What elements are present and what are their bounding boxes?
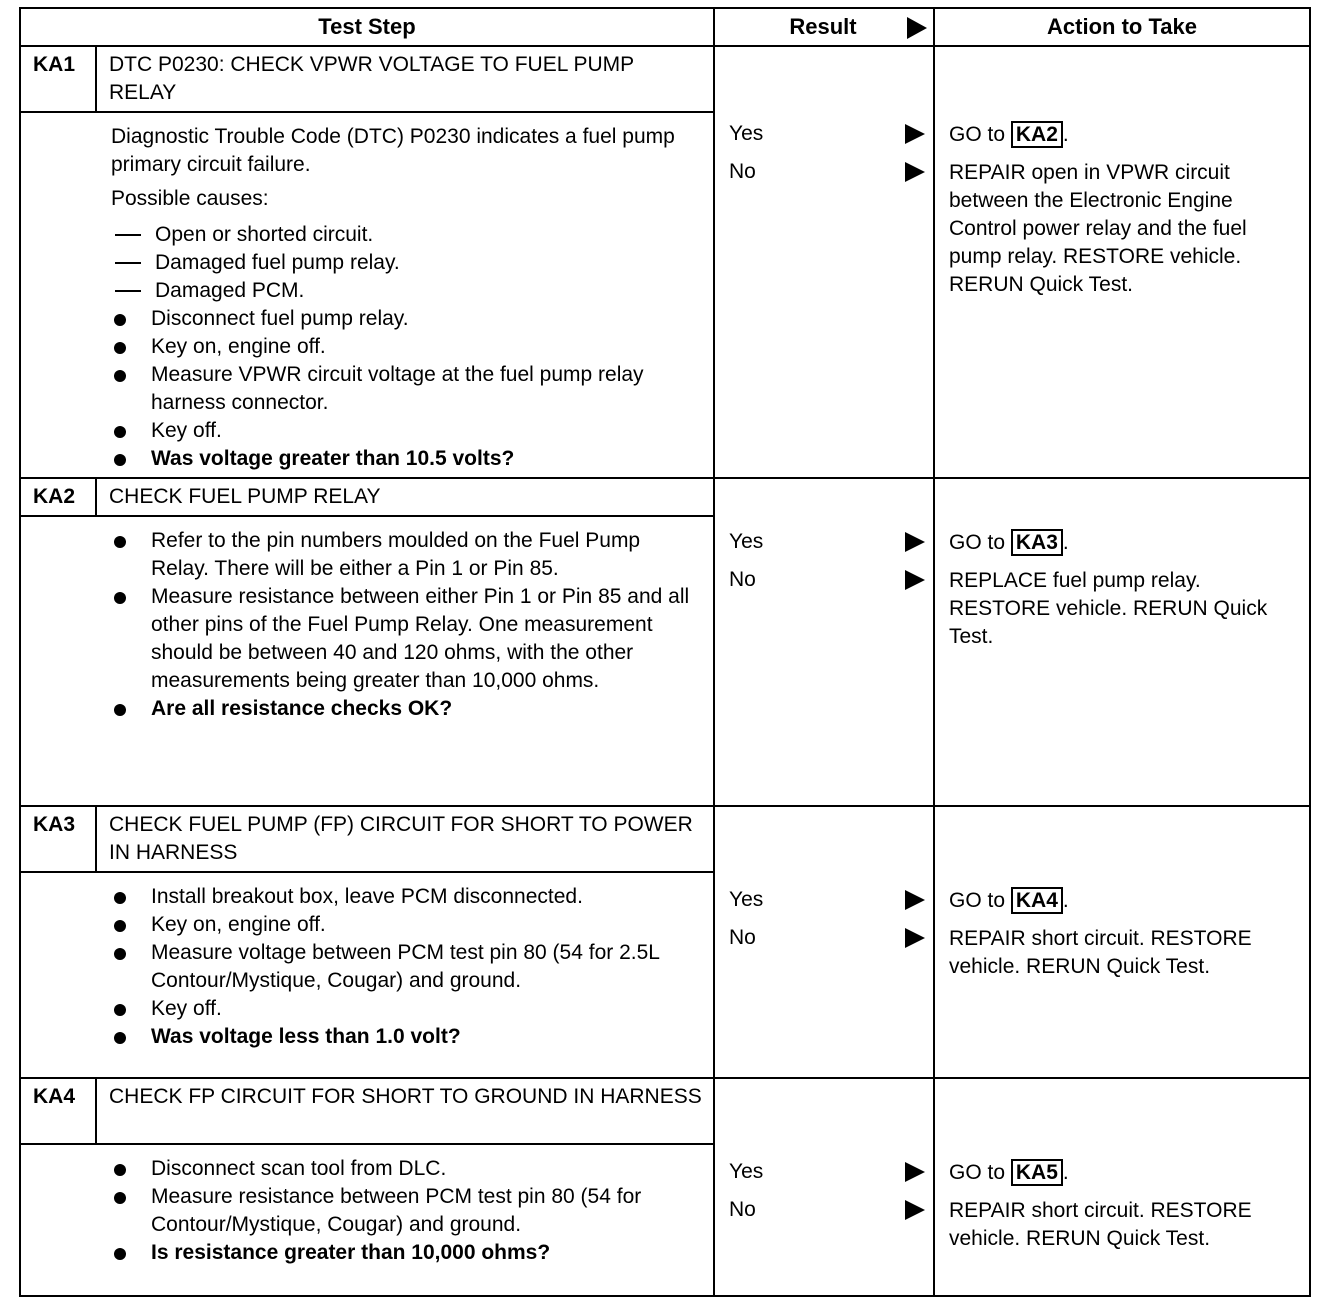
bullet-item-question — [111, 445, 699, 473]
bullet-list — [111, 1155, 699, 1267]
step-code: KA3 — [19, 805, 97, 873]
bullet-list — [111, 305, 699, 473]
bullet-icon — [114, 536, 126, 548]
result-cell — [713, 805, 935, 1079]
bullet-item — [111, 305, 699, 333]
bullet-icon — [114, 948, 126, 960]
action-go-label: GO to — [949, 1161, 1006, 1184]
bullet-text: Refer to the pin numbers moulded on the Fuel Pump Relay. There will be either a Pin 1 or Pin 85. — [151, 529, 641, 580]
bullet-icon — [114, 1164, 126, 1176]
bullet-icon — [114, 892, 126, 904]
dash-icon — [115, 290, 141, 292]
action-go-label: GO to — [949, 531, 1006, 554]
result-no-label: No — [729, 160, 756, 183]
intro-text: Diagnostic Trouble Code (DTC) P0230 indicates a fuel pump primary circuit failure. — [111, 125, 675, 176]
bullet-text: Measure resistance between either Pin 1 or Pin 85 and all other pins of the Fuel Pump Relay. One measurement should be between 40 and 120 ohms, with the other measurements being greater than 10,000 ohms. — [151, 585, 690, 692]
bullet-icon — [114, 454, 126, 466]
result-no — [729, 157, 925, 187]
result-no — [729, 923, 925, 953]
step-reference[interactable]: KA2 — [1011, 121, 1063, 148]
bullet-item — [111, 911, 699, 939]
cause-item — [111, 249, 699, 277]
bullet-text: Disconnect fuel pump relay. — [151, 307, 409, 330]
causes-label: Possible causes: — [111, 187, 269, 210]
dash-icon — [115, 262, 141, 264]
action-cell — [933, 805, 1311, 1079]
diagnostic-table — [19, 7, 1311, 1297]
step-reference[interactable]: KA4 — [1011, 887, 1063, 914]
bullet-item — [111, 1155, 699, 1183]
result-no-label: No — [729, 568, 756, 591]
action-cell — [933, 477, 1311, 807]
cause-item — [111, 221, 699, 249]
step-body — [19, 111, 715, 479]
result-cell — [713, 1077, 935, 1297]
result-yes — [729, 527, 925, 557]
bullet-item — [111, 883, 699, 911]
step-reference[interactable]: KA3 — [1011, 529, 1063, 556]
step-body — [19, 515, 715, 807]
bullet-icon — [114, 704, 126, 716]
bullet-text: Install breakout box, leave PCM disconnected. — [151, 885, 583, 908]
bullet-text: Key off. — [151, 419, 222, 442]
step-ka2 — [19, 477, 1311, 807]
action-yes: GO to KA3 . — [949, 531, 1069, 554]
bullet-icon — [114, 1192, 126, 1204]
bullet-icon — [114, 426, 126, 438]
bullet-list — [111, 527, 699, 723]
bullet-item-question — [111, 1023, 699, 1051]
action-yes: GO to KA5 . — [949, 1161, 1069, 1184]
result-yes-label: Yes — [729, 530, 764, 553]
dash-icon — [115, 234, 141, 236]
bullet-list — [111, 883, 699, 1051]
bullet-item — [111, 995, 699, 1023]
result-no-label: No — [729, 926, 756, 949]
bullet-icon — [114, 1032, 126, 1044]
bullet-text: Are all resistance checks OK? — [151, 697, 453, 720]
bullet-icon — [114, 370, 126, 382]
result-yes-label: Yes — [729, 888, 764, 911]
cause-text: Damaged fuel pump relay. — [155, 251, 400, 274]
bullet-text: Measure resistance between PCM test pin 80 (54 for Contour/Mystique, Cougar) and ground. — [151, 1185, 642, 1236]
bullet-text: Measure voltage between PCM test pin 80 (54 for 2.5L Contour/Mystique, Cougar) and ground. — [151, 941, 660, 992]
bullet-icon — [114, 592, 126, 604]
bullet-text: Disconnect scan tool from DLC. — [151, 1157, 447, 1180]
action-go-label: GO to — [949, 123, 1006, 146]
bullet-text: Is resistance greater than 10,000 ohms? — [151, 1241, 551, 1264]
result-yes-label: Yes — [729, 1160, 764, 1183]
step-code: KA1 — [19, 45, 97, 113]
step-reference[interactable]: KA5 — [1011, 1159, 1063, 1186]
cause-text: Damaged PCM. — [155, 279, 305, 302]
step-body — [19, 1143, 715, 1297]
bullet-text: Key on, engine off. — [151, 335, 326, 358]
bullet-text: Key on, engine off. — [151, 913, 326, 936]
header-test-step: Test Step — [19, 7, 715, 47]
result-yes — [729, 1157, 925, 1187]
step-ka1 — [19, 45, 1311, 479]
result-no-label: No — [729, 1198, 756, 1221]
result-no — [729, 565, 925, 595]
bullet-text: Was voltage less than 1.0 volt? — [151, 1025, 461, 1048]
bullet-item — [111, 417, 699, 445]
bullet-item — [111, 361, 699, 417]
bullet-text: Measure VPWR circuit voltage at the fuel pump relay harness connector. — [151, 363, 644, 414]
header-result — [713, 7, 935, 47]
step-code: KA4 — [19, 1077, 97, 1145]
result-yes-label: Yes — [729, 122, 764, 145]
arrow-right-icon — [905, 928, 925, 948]
arrow-right-icon — [905, 124, 925, 144]
bullet-icon — [114, 314, 126, 326]
bullet-item — [111, 583, 699, 695]
arrow-right-icon — [905, 890, 925, 910]
step-title: CHECK FP CIRCUIT FOR SHORT TO GROUND IN HARNESS — [95, 1077, 715, 1145]
action-no: REPAIR open in VPWR circuit between the Electronic Engine Control power relay and the fuel pump relay. RESTORE vehicle. RERUN Quick Test. — [949, 161, 1247, 296]
result-cell — [713, 477, 935, 807]
step-title: CHECK FUEL PUMP RELAY — [95, 477, 715, 517]
header-result-label: Result — [789, 14, 857, 39]
step-ka4 — [19, 1077, 1311, 1297]
arrow-right-icon — [907, 17, 927, 39]
step-body — [19, 871, 715, 1079]
result-no — [729, 1195, 925, 1225]
bullet-icon — [114, 342, 126, 354]
bullet-item-question — [111, 1239, 699, 1267]
action-yes: GO to KA4 . — [949, 889, 1069, 912]
header-action: Action to Take — [933, 7, 1311, 47]
bullet-item — [111, 333, 699, 361]
bullet-text: Was voltage greater than 10.5 volts? — [151, 447, 515, 470]
action-no: REPLACE fuel pump relay. RESTORE vehicle. RERUN Quick Test. — [949, 569, 1268, 648]
action-no: REPAIR short circuit. RESTORE vehicle. RERUN Quick Test. — [949, 1199, 1252, 1250]
result-yes — [729, 885, 925, 915]
result-cell — [713, 45, 935, 479]
result-yes — [729, 119, 925, 149]
bullet-item — [111, 527, 699, 583]
bullet-icon — [114, 920, 126, 932]
action-cell — [933, 45, 1311, 479]
step-code: KA2 — [19, 477, 97, 517]
cause-text: Open or shorted circuit. — [155, 223, 374, 246]
action-no: REPAIR short circuit. RESTORE vehicle. RERUN Quick Test. — [949, 927, 1252, 978]
bullet-item-question — [111, 695, 699, 723]
causes-list — [111, 221, 699, 305]
bullet-text: Key off. — [151, 997, 222, 1020]
bullet-item — [111, 939, 699, 995]
action-go-label: GO to — [949, 889, 1006, 912]
arrow-right-icon — [905, 1162, 925, 1182]
bullet-icon — [114, 1248, 126, 1260]
cause-item — [111, 277, 699, 305]
arrow-right-icon — [905, 532, 925, 552]
bullet-icon — [114, 1004, 126, 1016]
arrow-right-icon — [905, 1200, 925, 1220]
step-title: DTC P0230: CHECK VPWR VOLTAGE TO FUEL PUMP RELAY — [95, 45, 715, 113]
arrow-right-icon — [905, 162, 925, 182]
action-yes: GO to KA2 . — [949, 123, 1069, 146]
step-ka3 — [19, 805, 1311, 1079]
step-title: CHECK FUEL PUMP (FP) CIRCUIT FOR SHORT TO POWER IN HARNESS — [95, 805, 715, 873]
bullet-item — [111, 1183, 699, 1239]
action-cell — [933, 1077, 1311, 1297]
arrow-right-icon — [905, 570, 925, 590]
